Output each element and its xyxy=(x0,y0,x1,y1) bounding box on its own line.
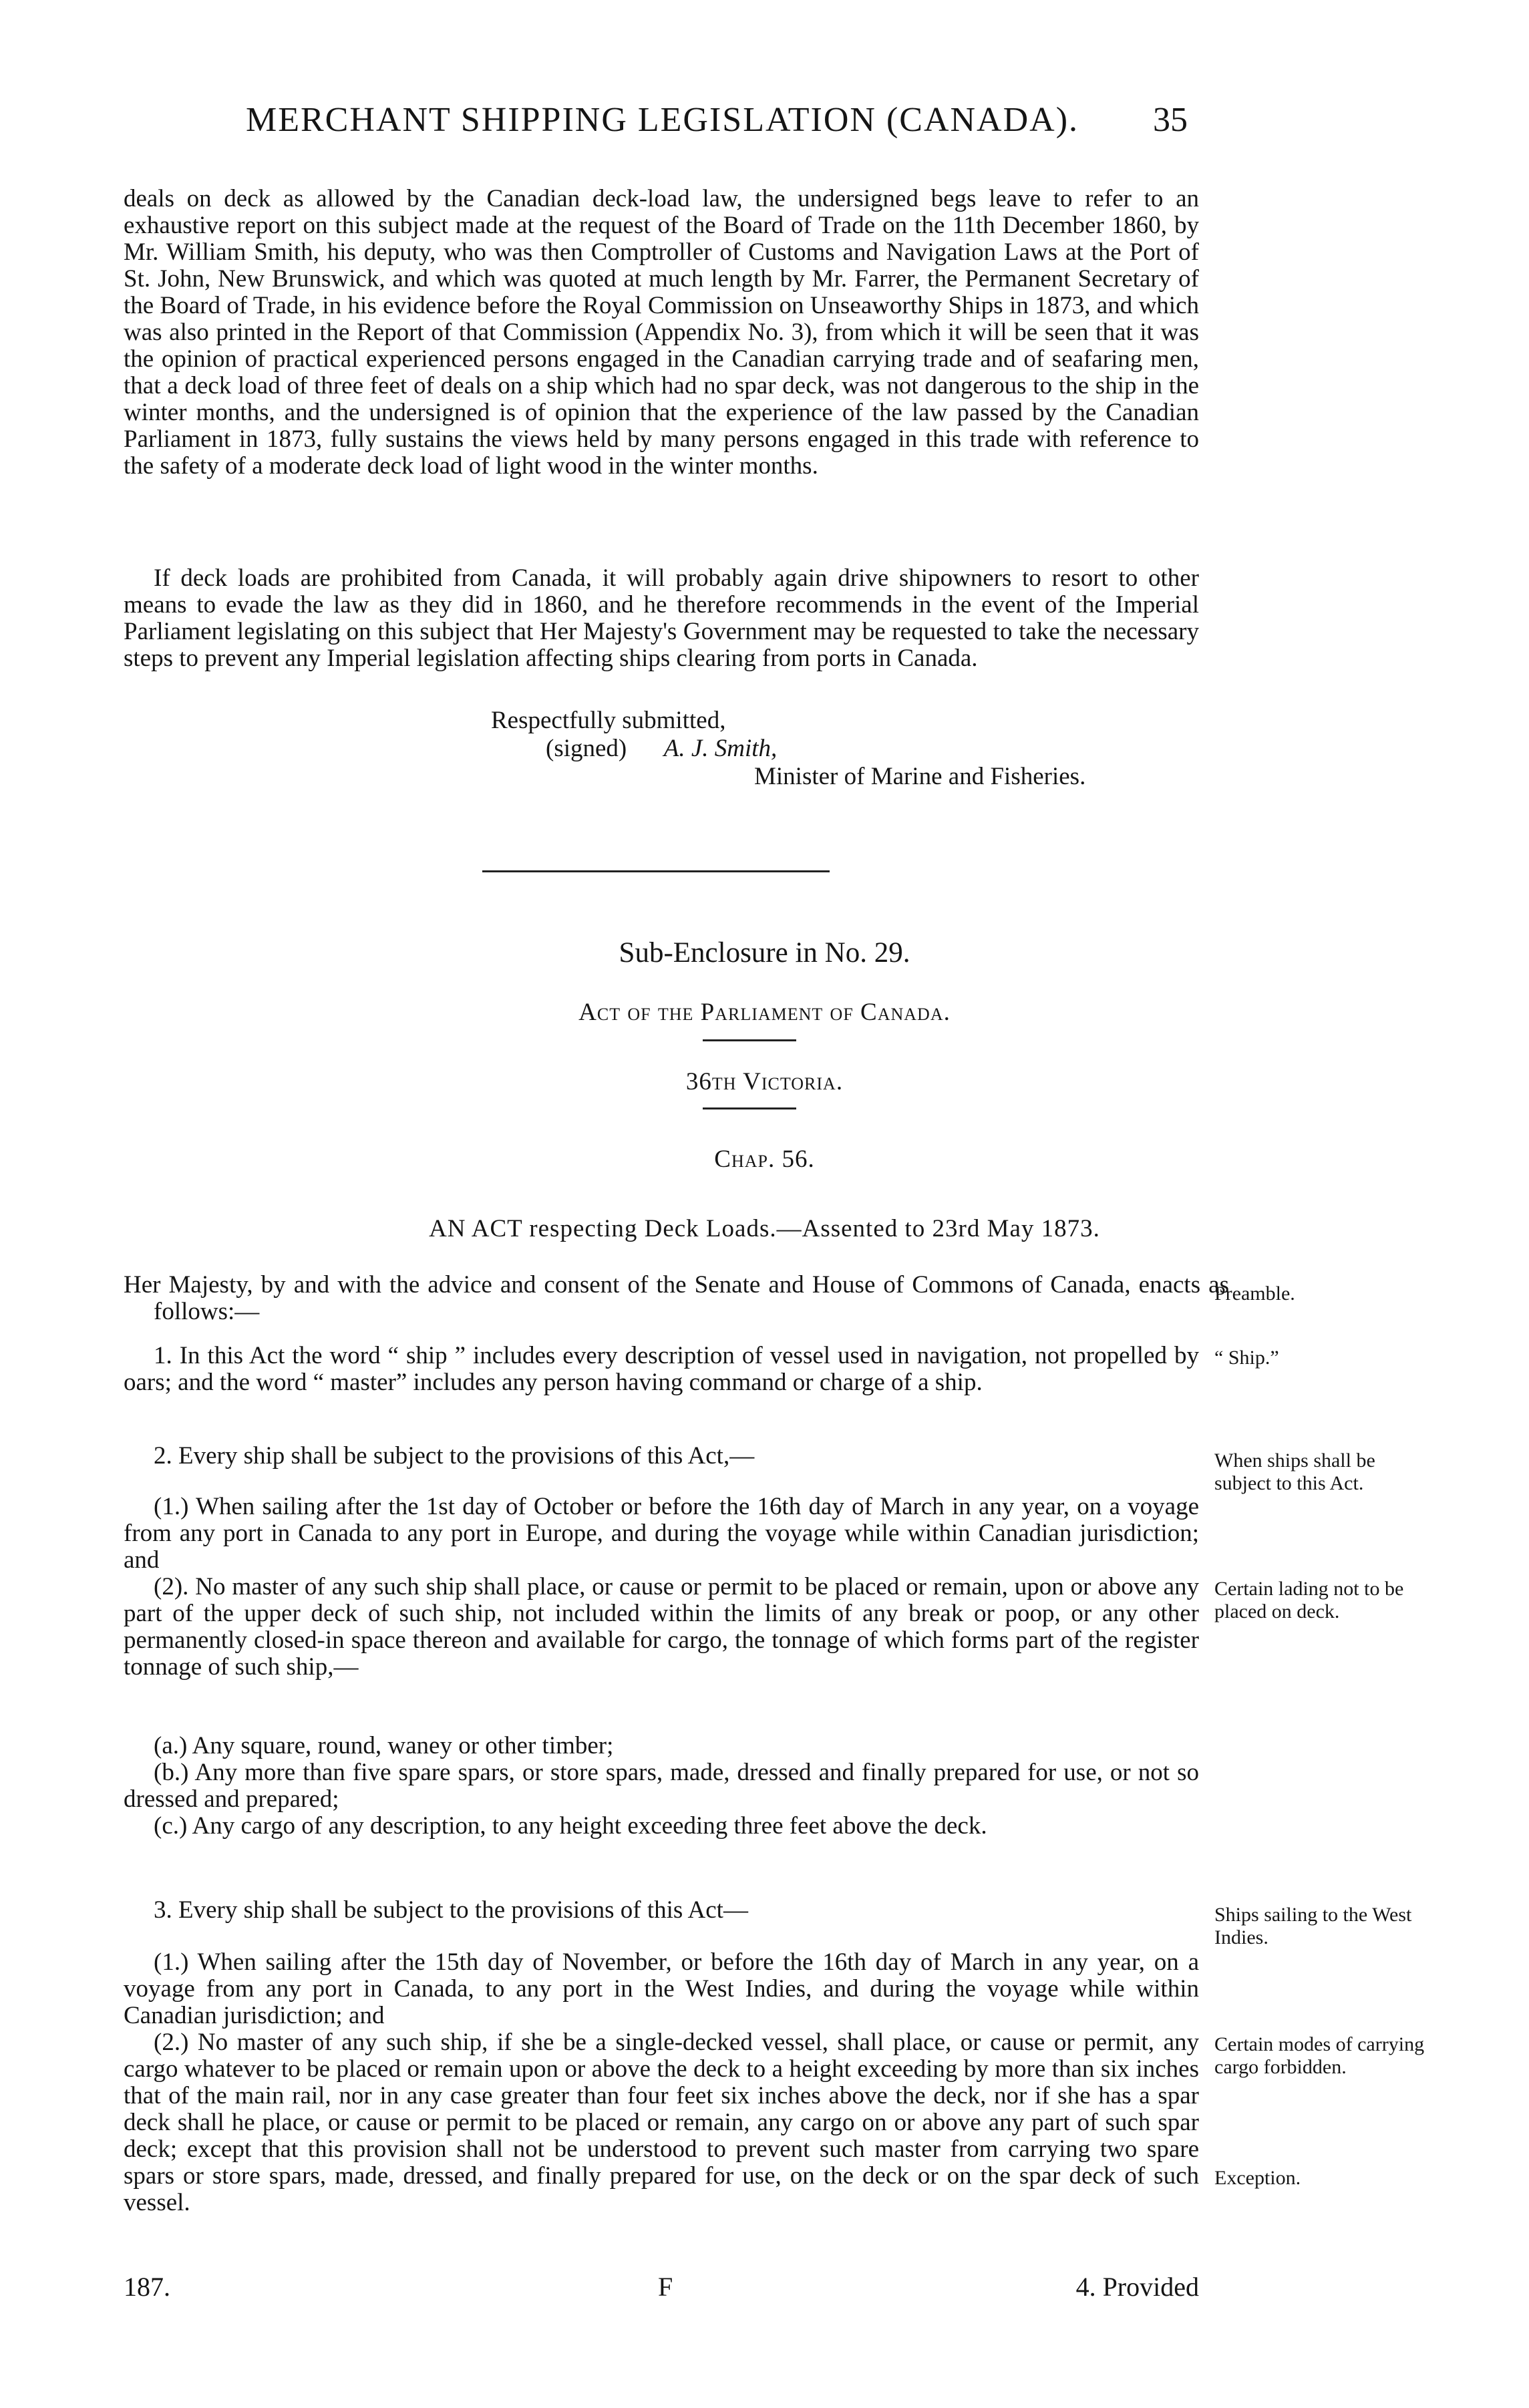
page-footer xyxy=(124,2271,1199,2304)
letter-paragraph-2: If deck loads are prohibited from Canada, it will probably again drive shipowners to resort to other means to evade the law as they did in 1860, and he therefore recommends in the event of the Imperial Parliament legislating on this subject that Her Majesty's Government may be requested to take the necessary steps to prevent any Imperial legislation affecting ships clearing from ports in Canada. xyxy=(124,564,1199,672)
signatory-name: A. J. Smith, xyxy=(663,735,778,762)
margin-note-west-indies: Ships sailing to the West Indies. xyxy=(1214,1904,1412,1948)
catchword: 4. Provided xyxy=(1075,2272,1199,2302)
heading-rule-2 xyxy=(703,1107,796,1109)
section-divider xyxy=(482,870,830,872)
sheet-letter: F xyxy=(658,2272,673,2302)
margin-note-when-subject: When ships shall be subject to this Act. xyxy=(1214,1449,1375,1494)
signature-block xyxy=(491,707,1199,791)
act-heading: AN ACT respecting Deck Loads.—Assented to 23rd May 1873. xyxy=(429,1215,1100,1242)
section-3-subsection-2: (2.) No master of any such ship, if she be a single-decked vessel, shall place, or cause or permit, any cargo whatever to be placed or remain upon or above the deck to a height exceeding by more than six inches that of the main rail, nor in any case greater than four feet six inches above the deck, nor if she has a spar deck shall he place, or cause or permit to be placed or remain, any cargo on or above any part of such spar deck; except that this provision shall not be understood to prevent such master from carrying two spare spars or store spars, made, dressed, and finally prepared for use, on the deck or on the spar deck of such vessel. xyxy=(124,2029,1199,2216)
signature-mark: 187. xyxy=(124,2272,170,2302)
section-2-item-c: (c.) Any cargo of any description, to any height exceeding three feet above the deck. xyxy=(154,1812,987,1840)
running-head xyxy=(246,100,1188,147)
page-number: 35 xyxy=(1153,101,1188,139)
margin-note-ship: “ Ship.” xyxy=(1214,1347,1279,1369)
chapter: Chap. 56. xyxy=(714,1146,815,1173)
sub-enclosure-heading: Sub-Enclosure in No. 29. xyxy=(619,937,910,969)
heading-rule-1 xyxy=(703,1039,796,1041)
section-2-subsection-1: (1.) When sailing after the 1st day of October or before the 16th day of March in any year, on a voyage from any port in Canada to any port in Europe, and during the voyage while within Canadian jurisdiction; and xyxy=(124,1493,1199,1574)
signature-signed-line xyxy=(491,735,1199,763)
signatory-title: Minister of Marine and Fisheries. xyxy=(754,763,1086,790)
margin-note-modes: Certain modes of carrying cargo forbidden. xyxy=(1214,2033,1425,2078)
running-title: MERCHANT SHIPPING LEGISLATION (CANADA). xyxy=(246,101,1079,139)
section-3: 3. Every ship shall be subject to the provisions of this Act— xyxy=(154,1896,748,1924)
margin-note-lading: Certain lading not to be placed on deck. xyxy=(1214,1578,1404,1622)
act-title: Act of the Parliament of Canada. xyxy=(578,999,951,1026)
signed-label: (signed) xyxy=(546,735,627,762)
section-2-item-a: (a.) Any square, round, waney or other timber; xyxy=(154,1732,614,1759)
signature-closing: Respectfully submitted, xyxy=(491,707,726,734)
reign: 36th Victoria. xyxy=(685,1068,844,1095)
letter-paragraph-1: deals on deck as allowed by the Canadian deck-load law, the undersigned begs leave to refer to an exhaustive report on this subject made at the request of the Board of Trade on the 11th December 1860, by Mr. William Smith, his deputy, who was then Comptroller of Customs and Navigation Laws at the Port of St. John, New Brunswick, and which was quoted at much length by Mr. Farrer, the Permanent Secretary of the Board of Trade, in his evidence before the Royal Commission on Unseaworthy Ships in 1873, and which was also printed in the Report of that Commission (Appendix No. 3), from which it will be seen that it was the opinion of practical experienced persons engaged in the Canadian carrying trade and of seafaring men, that a deck load of three feet of deals on a ship which had no spar deck, was not dangerous to the ship in the winter months, and the undersigned is of opinion that the experience of the law passed by the Canadian Parliament in 1873, fully sustains the views held by many persons engaged in this trade with reference to the safety of a moderate deck load of light wood in the winter months. xyxy=(124,185,1199,480)
section-2-item-b: (b.) Any more than five spare spars, or store spars, made, dressed and finally prepared for use, or not so dressed and prepared; xyxy=(124,1759,1199,1813)
section-2-subsection-2: (2). No master of any such ship shall place, or cause or permit to be placed or remain, upon or above any part of the upper deck of such ship, not included within the limits of any break or poop, or any other permanently closed-in space thereon and available for cargo, the tonnage of which forms part of the register tonnage of such ship,— xyxy=(124,1573,1199,1681)
act-preamble: Her Majesty, by and with the advice and consent of the Senate and House of Commons of Canada, enacts as follows:— xyxy=(124,1271,1229,1325)
margin-note-preamble: Preamble. xyxy=(1214,1282,1295,1305)
section-1: 1. In this Act the word “ ship ” includes every description of vessel used in navigation, not propelled by oars; and the word “ master” includes any person having command or charge of a ship. xyxy=(124,1342,1199,1396)
section-2: 2. Every ship shall be subject to the provisions of this Act,— xyxy=(154,1442,755,1470)
section-3-subsection-1: (1.) When sailing after the 15th day of November, or before the 16th day of March in any year, on a voyage from any port in Canada, to any port in the West Indies, and during the voyage while within Canadian jurisdiction; and xyxy=(124,1948,1199,2029)
margin-note-exception: Exception. xyxy=(1214,2167,1301,2189)
